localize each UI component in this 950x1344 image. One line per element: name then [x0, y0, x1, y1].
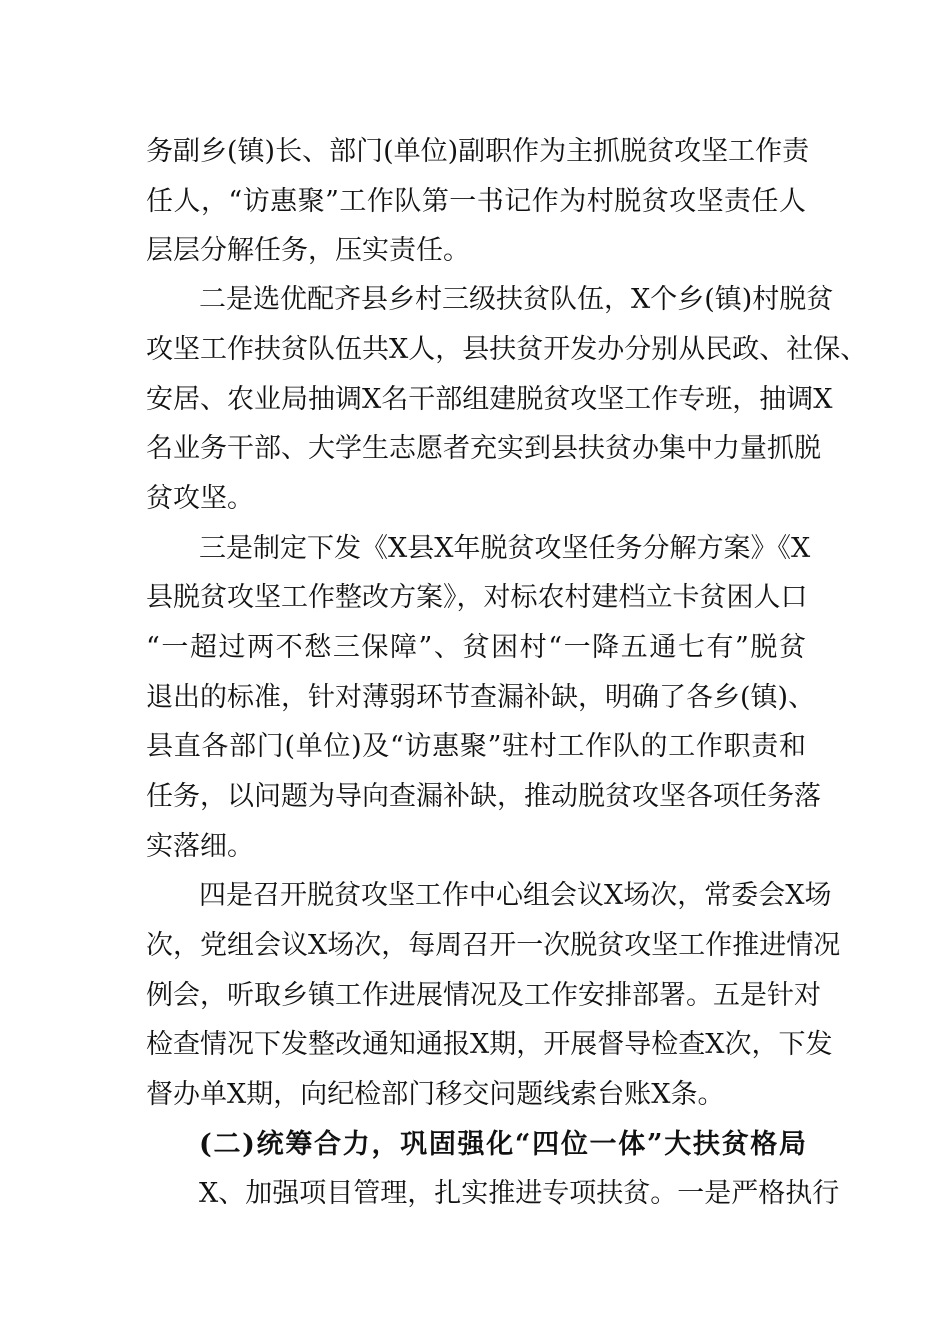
text-line: 次，党组会议X场次，每周召开一次脱贫攻坚工作推进情况	[146, 930, 841, 961]
text-line: 层层分解任务，压实责任。	[146, 235, 470, 266]
text-line: 任人，“访惠聚”工作队第一书记作为村脱贫攻坚责任人	[146, 186, 806, 217]
text-line: 县脱贫攻坚工作整改方案》，对标农村建档立卡贫困人口	[146, 582, 808, 613]
text-line: 退出的标准，针对薄弱环节查漏补缺，明确了各乡(镇)、	[146, 682, 816, 713]
text-line: 攻坚工作扶贫队伍共X人，县扶贫开发办分别从民政、社保、	[146, 334, 868, 365]
text-line: 县直各部门(单位)及“访惠聚”驻村工作队的工作职责和	[146, 731, 806, 762]
text-line: 名业务干部、大学生志愿者充实到县扶贫办集中力量抓脱	[146, 433, 821, 464]
text-line: 二是选优配齐县乡村三级扶贫队伍，X个乡(镇)村脱贫	[199, 284, 834, 315]
text-line: 三是制定下发《X县X年脱贫攻坚任务分解方案》《X	[199, 533, 811, 564]
text-line: 四是召开脱贫攻坚工作中心组会议X场次，常委会X场	[199, 880, 832, 911]
text-line: 安居、农业局抽调X名干部组建脱贫攻坚工作专班，抽调X	[146, 384, 833, 415]
text-line: 任务，以问题为导向查漏补缺，推动脱贫攻坚各项任务落	[146, 781, 821, 812]
text-line: 贫攻坚。	[146, 483, 254, 514]
text-line: X、加强项目管理，扎实推进专项扶贫。一是严格执行	[199, 1178, 840, 1209]
text-line: 督办单X期，向纪检部门移交问题线索台账X条。	[146, 1079, 725, 1110]
text-line: “一超过两不愁三保障”、贫困村“一降五通七有”脱贫	[146, 632, 806, 663]
text-line: 实落细。	[146, 831, 254, 862]
section-heading: (二)统筹合力，巩固强化“四位一体”大扶贫格局	[199, 1129, 806, 1160]
text-line: 检查情况下发整改通知通报X期，开展督导检查X次，下发	[146, 1029, 833, 1060]
text-line: 例会，听取乡镇工作进展情况及工作安排部署。五是针对	[146, 980, 821, 1011]
text-line: 务副乡(镇)长、部门(单位)副职作为主抓脱贫攻坚工作责	[146, 136, 810, 167]
